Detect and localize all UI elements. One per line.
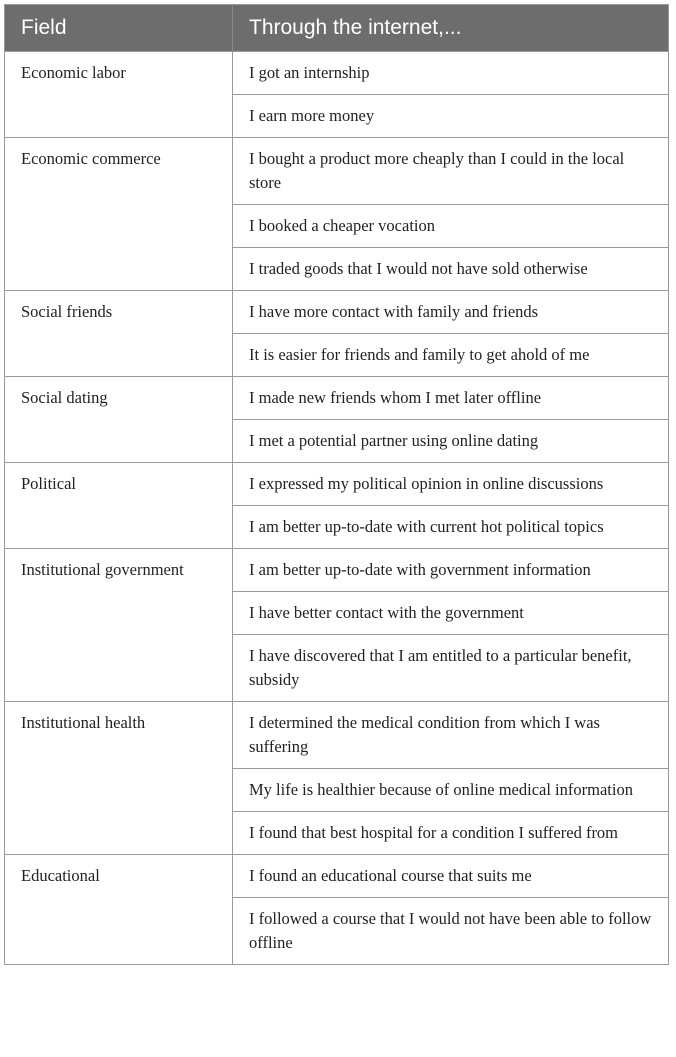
field-cell: Institutional health	[5, 702, 233, 855]
field-cell: Political	[5, 463, 233, 549]
item-cell: I earn more money	[233, 95, 669, 138]
item-cell: I have better contact with the government	[233, 592, 669, 635]
table-row	[5, 377, 669, 420]
item-cell: I have more contact with family and friends	[233, 291, 669, 334]
internet-outcomes-table	[4, 4, 669, 965]
item-cell: I expressed my political opinion in online discussions	[233, 463, 669, 506]
header-through-internet: Through the internet,...	[233, 5, 669, 52]
item-cell: I booked a cheaper vocation	[233, 205, 669, 248]
field-cell: Educational	[5, 855, 233, 965]
item-cell: I made new friends whom I met later offline	[233, 377, 669, 420]
item-cell: I found an educational course that suits me	[233, 855, 669, 898]
item-cell: I found that best hospital for a condition I suffered from	[233, 812, 669, 855]
table-container	[4, 4, 668, 965]
item-cell: It is easier for friends and family to get ahold of me	[233, 334, 669, 377]
field-cell: Institutional government	[5, 549, 233, 702]
field-cell: Social dating	[5, 377, 233, 463]
field-cell: Social friends	[5, 291, 233, 377]
item-cell: I met a potential partner using online dating	[233, 420, 669, 463]
item-cell: I have discovered that I am entitled to a particular benefit, subsidy	[233, 635, 669, 702]
item-cell: I am better up-to-date with government information	[233, 549, 669, 592]
table-row	[5, 855, 669, 898]
item-cell: I determined the medical condition from which I was suffering	[233, 702, 669, 769]
field-cell: Economic commerce	[5, 138, 233, 291]
header-field: Field	[5, 5, 233, 52]
item-cell: I got an internship	[233, 52, 669, 95]
header-row	[5, 5, 669, 52]
item-cell: I am better up-to-date with current hot political topics	[233, 506, 669, 549]
item-cell: My life is healthier because of online medical information	[233, 769, 669, 812]
table-row	[5, 52, 669, 95]
item-cell: I bought a product more cheaply than I could in the local store	[233, 138, 669, 205]
table-row	[5, 291, 669, 334]
table-body	[5, 52, 669, 965]
table-row	[5, 463, 669, 506]
field-cell: Economic labor	[5, 52, 233, 138]
item-cell: I followed a course that I would not have been able to follow offline	[233, 898, 669, 965]
table-row	[5, 549, 669, 592]
table-row	[5, 138, 669, 205]
table-header	[5, 5, 669, 52]
table-row	[5, 702, 669, 769]
item-cell: I traded goods that I would not have sold otherwise	[233, 248, 669, 291]
